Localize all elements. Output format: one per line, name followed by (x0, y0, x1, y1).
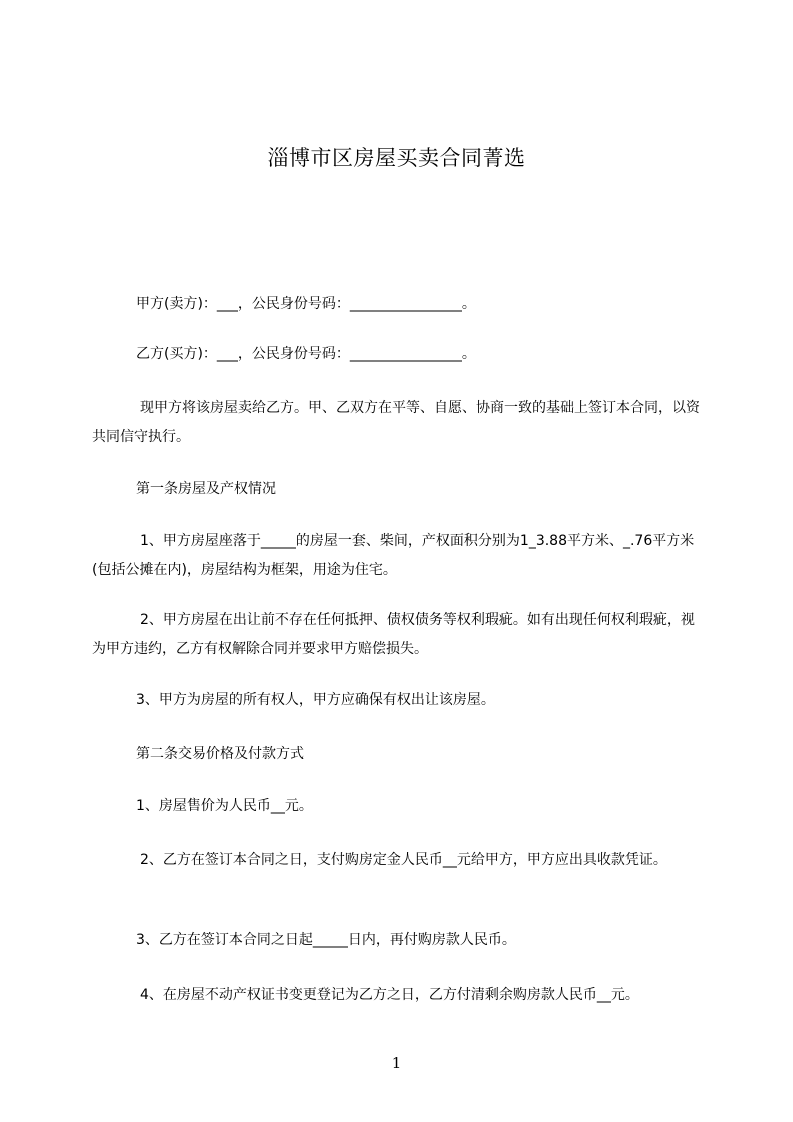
article-1-heading: 第一条房屋及产权情况 (136, 481, 276, 497)
article-2-clause-2: 2、乙方在签订本合同之日，支付购房定金人民币__元给甲方，甲方应出具收款凭证。 (140, 852, 667, 868)
page-number: 1 (391, 1054, 402, 1072)
article-1-clause-3: 3、甲方为房屋的所有权人，甲方应确保有权出让该房屋。 (136, 692, 495, 708)
article-2-clause-3: 3、乙方在签订本合同之日起_____日内，再付购房款人民币。 (136, 932, 516, 948)
party-a-line: 甲方(卖方)：___，公民身份号码：________________。 (136, 296, 476, 312)
article-1-clause-1: 1、甲方房屋座落于_____的房屋一套、柴间，产权面积分别为1_3.88平方米、_.76平方米(包括公摊在内)，房屋结构为框架，用途为住宅。 (92, 533, 695, 578)
document-title: 淄博市区房屋买卖合同菁选 (267, 146, 526, 170)
party-b-line: 乙方(买方)：___，公民身份号码：________________。 (136, 346, 476, 362)
preamble-paragraph: 现甲方将该房屋卖给乙方。甲、乙双方在平等、自愿、协商一致的基础上签订本合同，以资共同信守执行。 (92, 400, 700, 445)
article-2-clause-1: 1、房屋售价为人民币__元。 (136, 798, 313, 814)
article-2-clause-4: 4、在房屋不动产权证书变更登记为乙方之日，乙方付清剩余购房款人民币__元。 (140, 987, 639, 1003)
article-1-clause-2: 2、甲方房屋在出让前不存在任何抵押、债权债务等权利瑕疵。如有出现任何权利瑕疵，视为甲方违约，乙方有权解除合同并要求甲方赔偿损失。 (92, 612, 695, 657)
article-2-heading: 第二条交易价格及付款方式 (136, 746, 304, 762)
